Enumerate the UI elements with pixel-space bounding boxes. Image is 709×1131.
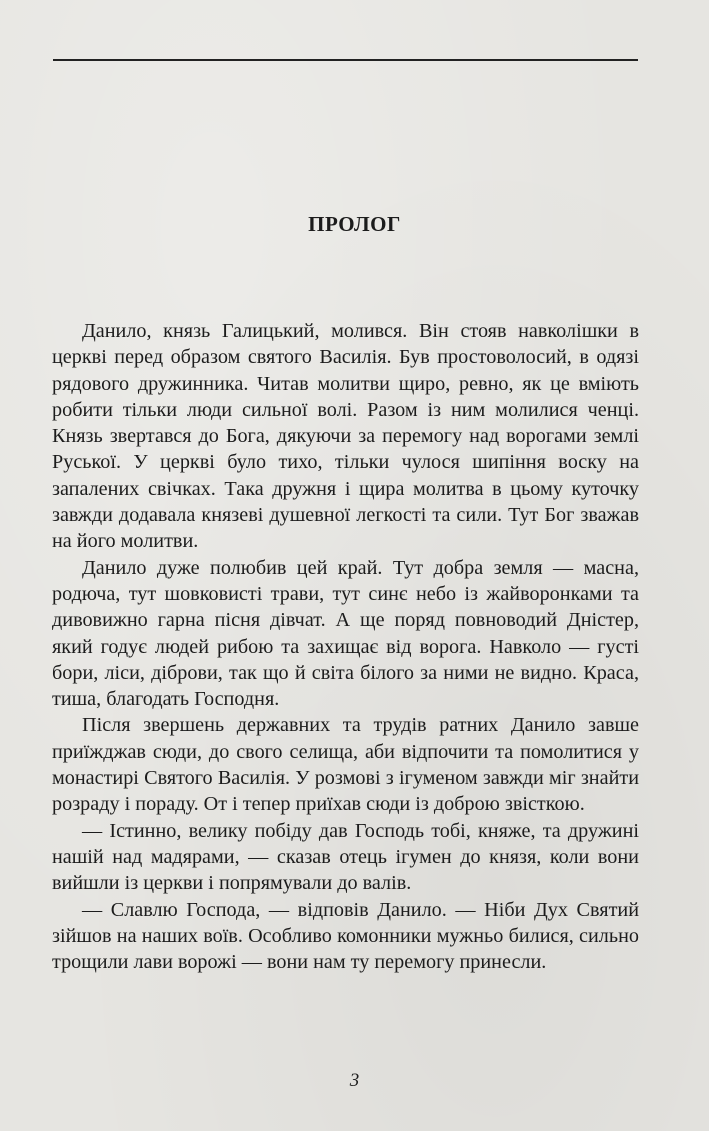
header-rule [53,59,638,61]
paragraph: — Істинно, велику побіду дав Господь тобі, княже, та дружині нашій над мадярами, — сказав отець ігумен до князя, коли вони вийшли із церкви і попрямували до валів. [52,819,639,895]
body-text [52,318,639,975]
paragraph: Данило дуже полюбив цей край. Тут добра земля — масна, родюча, тут шовковисті трави, тут синє небо із жайворонками та дивовижно гарна пісня дівчат. А ще поряд повноводий Дністер, який годує людей рибою та захищає від ворога. Навколо — густі бори, ліси, діброви, так що й світа білого за ними не видно. Краса, тиша, благодать Господня. [52,556,639,711]
paragraph: — Славлю Господа, — відповів Данило. — Ніби Дух Святий зійшов на наших воїв. Особливо комонники мужньо билися, сильно трощили лави ворожі — вони нам ту перемогу принесли. [52,898,639,974]
page-number: 3 [349,1070,360,1091]
chapter-title: ПРОЛОГ [308,212,401,236]
paragraph: Данило, князь Галицький, молився. Він стояв навколішки в церкві перед образом святого Василія. Був простоволосий, в одязі рядового дружинника. Читав молитви щиро, ревно, як це вміють робити тільки люди сильної волі. Разом із ним молилися ченці. Князь звертався до Бога, дякуючи за перемогу над ворогами землі Руської. У церкві було тихо, тільки чулося шипіння воску на запалених свічках. Така дружня і щира молитва в цьому куточку завжди додавала князеві душевної легкості та сили. Тут Бог зважав на його молитви. [52,320,639,553]
paragraph: Після звершень державних та трудів ратних Данило завше приїжджав сюди, до свого селища, аби відпочити та помолитися у монастирі Святого Василія. У розмові з ігуменом завжди міг знайти розраду і пораду. От і тепер приїхав сюди із доброю звісткою. [52,714,639,816]
